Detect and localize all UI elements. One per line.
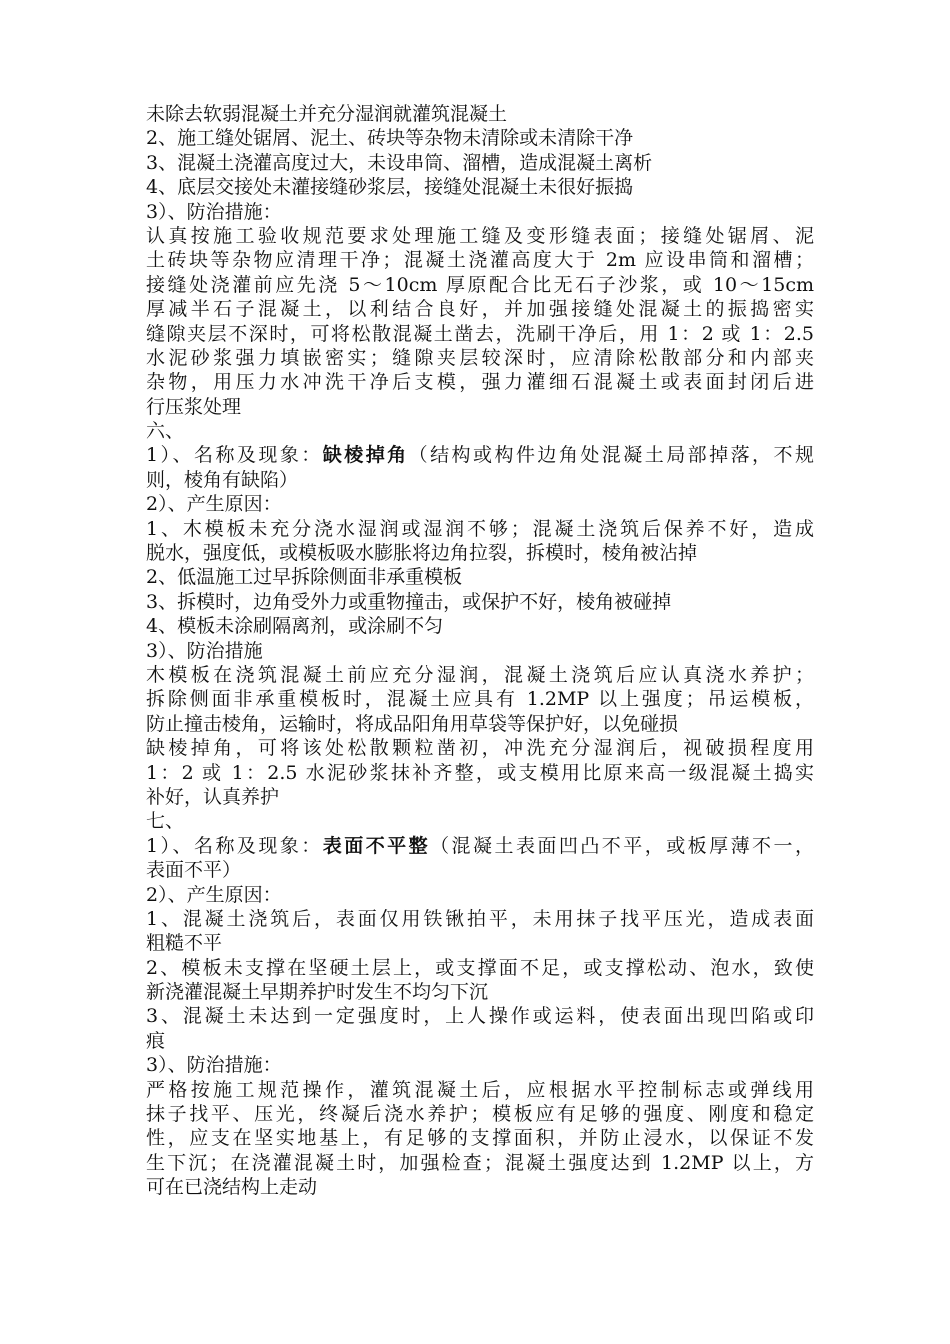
- defect-name: 缺棱掉角: [322, 444, 409, 467]
- text-line: 杂物，用压力水冲洗干净后支模，强力灌细石混凝土或表面封闭后进: [146, 371, 814, 394]
- text-line: 新浇灌混凝土早期养护时发生不均匀下沉: [146, 981, 489, 1004]
- text-line: 性，应支在坚实地基上，有足够的支撑面积，并防止浸水，以保证不发: [146, 1127, 814, 1150]
- text-line: 水泥砂浆强力填嵌密实；缝隙夹层较深时，应清除松散部分和内部夹: [146, 346, 814, 369]
- defect-name: 表面不平整: [322, 834, 431, 857]
- text-line: 土砖块等杂物应清理干净；混凝土浇灌高度大于 2m 应设串筒和溜槽；: [146, 249, 814, 272]
- text-line: 表面不平）: [146, 859, 242, 882]
- text-line: 2、施工缝处锯屑、泥土、砖块等杂物未清除或未清除干净: [146, 127, 634, 150]
- text-line: 未除去软弱混凝土并充分湿润就灌筑混凝土: [146, 103, 508, 125]
- text-line: 3）、防治措施：: [146, 1054, 282, 1077]
- text-line: 严格按施工规范操作，灌筑混凝土后，应根据水平控制标志或弹线用: [146, 1078, 814, 1101]
- text-line: 拆除侧面非承重模板时，混凝土应具有 1.2MP 以上强度；吊运模板，: [146, 688, 814, 711]
- text-line: 行压浆处理: [146, 395, 242, 418]
- text-line: [146, 834, 814, 858]
- line-suffix: （混凝土表面凹凸不平，或板厚薄不一，: [430, 834, 814, 857]
- text-line: 厚减半石子混凝土，以利结合良好，并加强接缝处混凝土的振捣密实: [146, 298, 814, 321]
- text-line: 4、底层交接处未灌接缝砂浆层，接缝处混凝土未很好振捣: [146, 176, 634, 199]
- text-line: 可在已浇结构上走动: [146, 1176, 318, 1199]
- text-line: 2、低温施工过早拆除侧面非承重模板: [146, 566, 463, 589]
- text-line: 3、拆模时，边角受外力或重物撞击，或保护不好，棱角被碰掉: [146, 590, 672, 613]
- text-line: [146, 443, 814, 467]
- text-line: 2）、产生原因：: [146, 493, 282, 516]
- text-line: 六、: [146, 420, 185, 443]
- text-line: 防止撞击棱角，运输时，将成品阳角用草袋等保护好，以免碰损: [146, 712, 679, 735]
- text-line: 2、模板未支撑在坚硬土层上，或支撑面不足，或支撑松动、泡水，致使: [146, 956, 814, 979]
- text-line: 3、混凝土浇灌高度过大，未设串筒、溜槽，造成混凝土离析: [146, 151, 653, 174]
- text-line: 4、模板未涂刷隔离剂，或涂刷不匀: [146, 615, 444, 638]
- text-line: 2）、产生原因：: [146, 883, 282, 906]
- text-line: 则，棱角有缺陷）: [146, 468, 299, 491]
- text-line: 补好，认真养护: [146, 785, 280, 808]
- text-line: 3）、防治措施：: [146, 200, 282, 223]
- text-line: 认真按施工验收规范要求处理施工缝及变形缝表面；接缝处锯屑、泥: [146, 224, 814, 247]
- text-line: 抹子找平、压光，终凝后浇水养护；模板应有足够的强度、刚度和稳定: [146, 1103, 814, 1126]
- line-prefix: 1）、名称及现象：: [146, 444, 323, 467]
- text-line: 七、: [146, 810, 185, 833]
- text-line: 1、混凝土浇筑后，表面仅用铁锹拍平，未用抹子找平压光，造成表面: [146, 907, 814, 930]
- text-line: 生下沉；在浇灌混凝土时，加强检查；混凝土强度达到 1.2MP 以上，方: [146, 1151, 814, 1174]
- text-line: 3、混凝土未达到一定强度时，上人操作或运料，使表面出现凹陷或印: [146, 1005, 814, 1028]
- text-line: 脱水，强度低，或模板吸水膨胀将边角拉裂，拆模时，棱角被沾掉: [146, 542, 698, 565]
- text-line: 粗糙不平: [146, 932, 223, 955]
- text-line: 3）、防治措施: [146, 639, 263, 662]
- line-prefix: 1）、名称及现象：: [146, 834, 323, 857]
- text-line: 痕: [146, 1029, 166, 1052]
- text-line: 1：2 或 1：2.5 水泥砂浆抹补齐整，或支模用比原来高一级混凝土捣实: [146, 761, 814, 784]
- text-line: 缺棱掉角，可将该处松散颗粒凿初，冲洗充分湿润后，视破损程度用: [146, 737, 814, 760]
- text-line: 1、木模板未充分浇水湿润或湿润不够；混凝土浇筑后保养不好，造成: [146, 517, 814, 540]
- line-suffix: （结构或构件边角处混凝土局部掉落，不规: [408, 444, 814, 467]
- text-line: 缝隙夹层不深时，可将松散混凝土凿去，洗刷干净后，用 1：2 或 1：2.5: [146, 322, 814, 345]
- document-body: [146, 102, 814, 1200]
- text-line: 接缝处浇灌前应先浇 5～10cm 厚原配合比无石子沙浆，或 10～15cm: [146, 273, 814, 296]
- text-line: 木模板在浇筑混凝土前应充分湿润，混凝土浇筑后应认真浇水养护；: [146, 663, 814, 686]
